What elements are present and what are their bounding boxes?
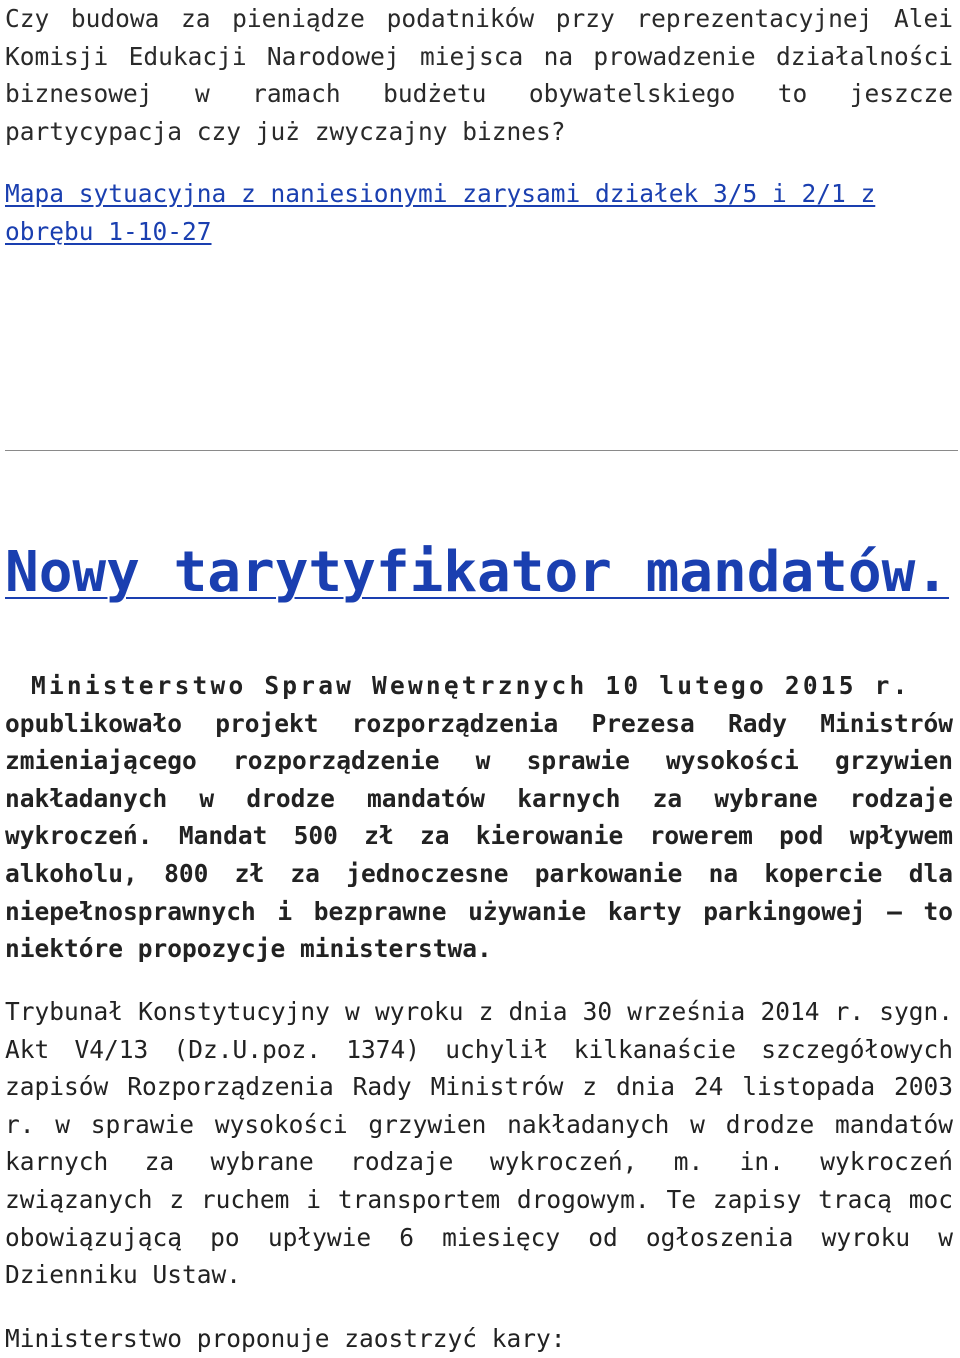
document-page (5, 0, 953, 1353)
article-closing: Ministerstwo proponuje zaostrzyć kary: (5, 1324, 566, 1353)
article-lead (5, 667, 953, 968)
intro-question: Czy budowa za pieniądze podatników przy reprezentacyjnej Alei Komisji Edukacji Narodowej miejsca na prowadzenie działalności biznesowej w ramach budżetu obywatelskiego to jeszcze partycypacja czy już zwyczajny biznes? (5, 4, 953, 146)
map-link[interactable]: Mapa sytuacyjna z naniesionymi zarysami działek 3/5 i 2/1 z obrębu 1-10-27 (5, 179, 876, 246)
article-lead-first-line: Ministerstwo Spraw Wewnętrznych 10 lutego 2015 r. (31, 671, 911, 700)
article-lead-rest: opublikowało projekt rozporządzenia Prezesa Rady Ministrów zmieniającego rozporządzenie w sprawie wysokości grzywien nakładanych w drodze mandatów karnych za wybrane rodzaje wykroczeń. Mandat 500 zł za kierowanie rowerem pod wpływem alkoholu, 800 zł za jednoczesne parkowanie na kopercie dla niepełnosprawnych i bezprawne używanie karty parkingowej – to niektóre propozycje ministerstwa. (5, 708, 953, 964)
article-body: Trybunał Konstytucyjny w wyroku z dnia 30 września 2014 r. sygn. Akt V4/13 (Dz.U.poz. 1374) uchylił kilkanaście szczegółowych zapisów Rozporządzenia Rady Ministrów z dnia 24 listopada 2003 r. w sprawie wysokości grzywien nakładanych w drodze mandatów karnych za wybrane rodzaje wykroczeń, m. in. wykroczeń związanych z ruchem i transportem drogowym. Te zapisy tracą moc obowiązującą po upływie 6 miesięcy od ogłoszenia wyroku w Dzienniku Ustaw. (5, 997, 953, 1290)
section-divider (5, 450, 958, 451)
article-title-link[interactable]: Nowy tarytyfikator mandatów. (5, 540, 950, 605)
